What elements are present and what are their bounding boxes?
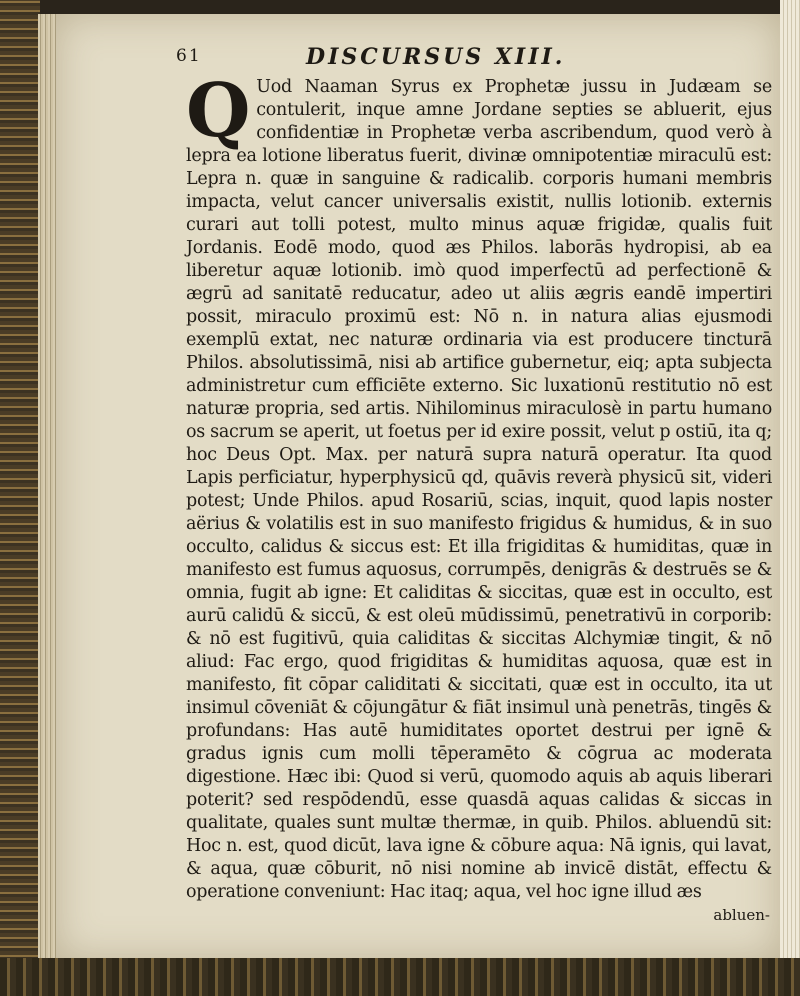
drop-cap: Q bbox=[186, 68, 251, 154]
running-title: DISCURSUS XIII. bbox=[306, 44, 566, 70]
book-binding bbox=[0, 0, 40, 996]
book-bottom-edge bbox=[0, 958, 800, 996]
body-text: Uod Naaman Syrus ex Prophetæ jussu in Judæam se contulerit, inque amne Jordane septies se abluerit, ejus confidentiæ in Prophetæ verba ascribendum, quod verò à lepra ea lotione liberatus fuerit, divinæ omnipotentiæ miraculū est: Lepra n. quæ in sanguine & radicalib. corporis humani membris impacta, velut cancer universalis existit, nullis lotionib. externis curari aut tolli potest, multo minus aquæ frigidæ, qualis fuit Jordanis. Eodē modo, quod æs Philos. laborās hydropisi, ab ea liberetur aquæ lotionib. imò quod imperfectū ad perfectionē & ægrū ad sanitatē reducatur, adeo ut aliis ægris eandē impertiri possit, miraculo proximū est: Nō n. in natura alias ejusmodi exemplū extat, nec naturæ ordinaria via est producere tincturā Philos. absolutissimā, nisi ab artifice gubernetur, eiq; apta subjecta administretur cum efficiēte externo. Sic luxationū restitutio nō est naturæ propria, sed artis. Nihilominus miraculosè in partu humano os sacrum se aperit, ut foetus per id exire possit, velut p ostiū, ita q; hoc Deus Opt. Max. per naturā supra naturā operatur. Ita quod Lapis perficiatur, hyperphysicū qd, quāvis reverà physicū sit, videri potest; Unde Philos. apud Rosariū, scias, inquit, quod lapis noster aërius & volatilis est in suo manifesto frigidus & humidus, & in suo occulto, calidus & siccus est: Et illa frigiditas & humiditas, quæ in manifesto est fumus aquosus, corrumpēs, denigrās & destruēs se & omnia, fugit ab igne: Et caliditas & siccitas, quæ est in occulto, est aurū calidū & siccū, & est oleū mūdissimū, penetrativū in corporib: & nō est fugitivū, quia caliditas & siccitas Alchymiæ tingit, & nō aliud: Fac ergo, quod frigiditas & humiditas aquosa, quæ est in manifesto, fit cōpar caliditati & siccitati, quæ est in occulto, ita ut insimul cōveniāt & cōjungātur & fiāt insimul unà penetrās, tingēs & profundans: Has autē humiditates oportet destrui per ignē & gradus ignis cum molli tēperamēto & cōgrua ac moderata digestione. Hæc ibi: Quod si verū, quomodo aquis ab aquis liberari poterit? sed respōdendū, esse quasdā aquas calidas & siccas in qualitate, quales sunt multæ thermæ, in quib. Philos. abluendū sit: Hoc n. est, quod dicūt, lava igne & cōbure aqua: Nā ignis, qui lavat, & aqua, quæ cōburit, nō nisi nomine ab invicē distāt, effectu & operatione conveniunt: Hac itaq; aqua, vel hoc igne illud æs bbox=[186, 77, 772, 902]
page-number: 61 bbox=[176, 46, 202, 66]
page-edges-right bbox=[780, 0, 800, 996]
catchword: abluen- bbox=[713, 906, 770, 924]
page-content bbox=[176, 44, 772, 924]
body-paragraph bbox=[186, 68, 772, 904]
page-header bbox=[176, 44, 772, 76]
